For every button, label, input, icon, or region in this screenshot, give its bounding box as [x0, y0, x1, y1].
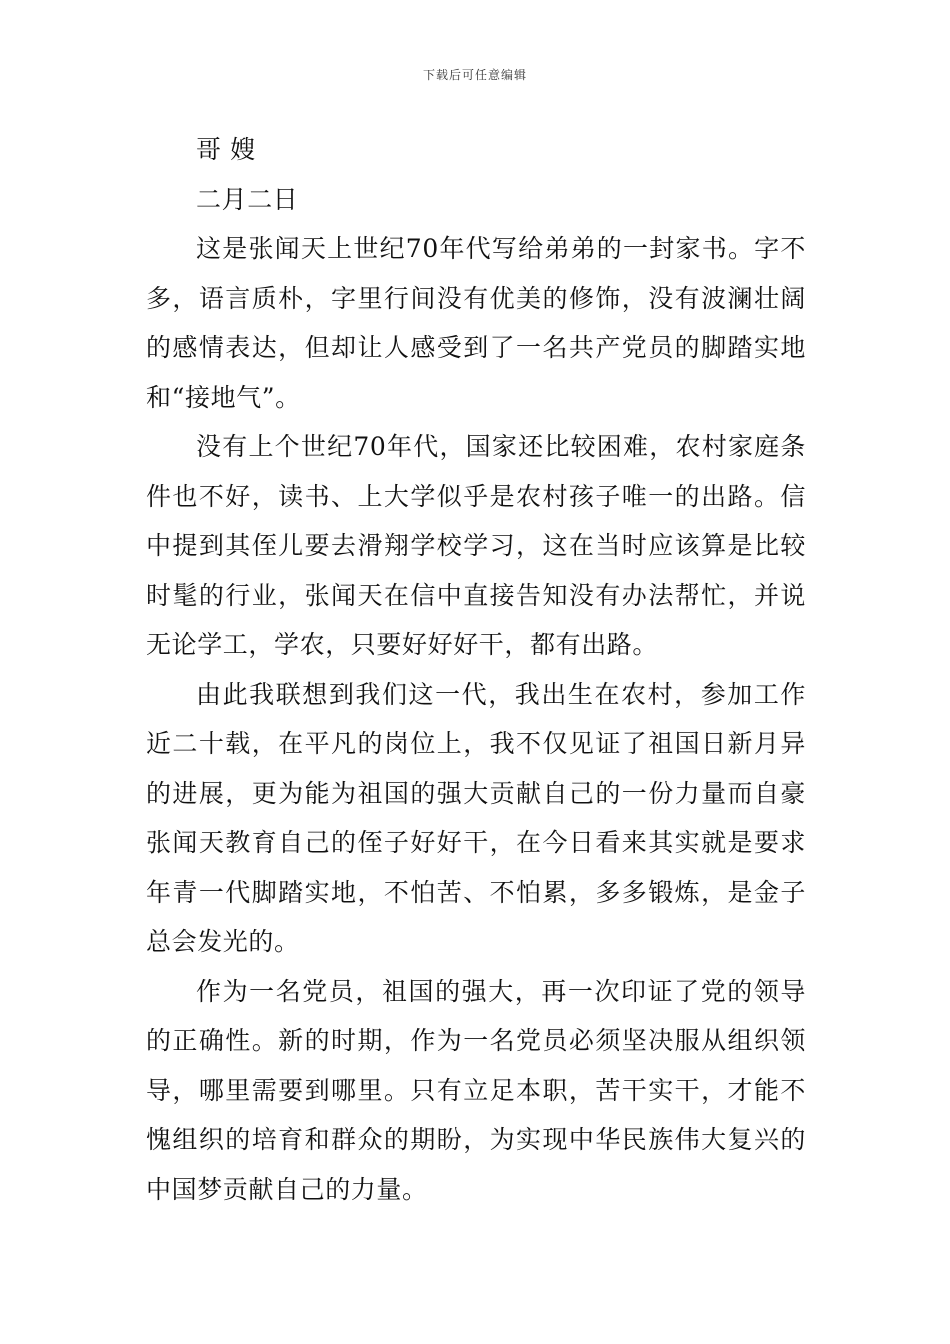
paragraph-3: 由此我联想到我们这一代，我出生在农村，参加工作近二十载，在平凡的岗位上，我不仅见证了祖国日新月异的进展，更为能为祖国的强大贡献自己的一份力量而自豪张闻天教育自己的侄子好好干，在今日看来其实就是要求年青一代脚踏实地，不怕苦、不怕累，多多锻炼，是金子总会发光的。 — [146, 679, 806, 956]
letter-signature: 哥 嫂 — [196, 135, 256, 164]
document-body — [146, 125, 806, 1214]
paragraph-2: 没有上个世纪70年代，国家还比较困难，农村家庭条件也不好，读书、上大学似乎是农村孩子唯一的出路。信中提到其侄儿要去滑翔学校学习，这在当时应该算是比较时髦的行业，张闻天在信中直接告知没有办法帮忙，并说无论学工，学农，只要好好好干，都有出路。 — [146, 432, 806, 659]
page-header-note: 下载后可任意编辑 — [422, 68, 527, 82]
letter-date: 二月二日 — [196, 184, 299, 214]
paragraph-4: 作为一名党员，祖国的强大，再一次印证了党的领导的正确性。新的时期，作为一名党员必须坚决服从组织领导，哪里需要到哪里。只有立足本职，苦干实干，才能不愧组织的培育和群众的期盼，为实现中华民族伟大复兴的中国梦贡献自己的力量。 — [146, 976, 806, 1204]
paragraph-1: 这是张闻天上世纪70年代写给弟弟的一封家书。字不多，语言质朴，字里行间没有优美的修饰，没有波澜壮阔的感情表达，但却让人感受到了一名共产党员的脚踏实地和“接地气”。 — [146, 234, 806, 412]
